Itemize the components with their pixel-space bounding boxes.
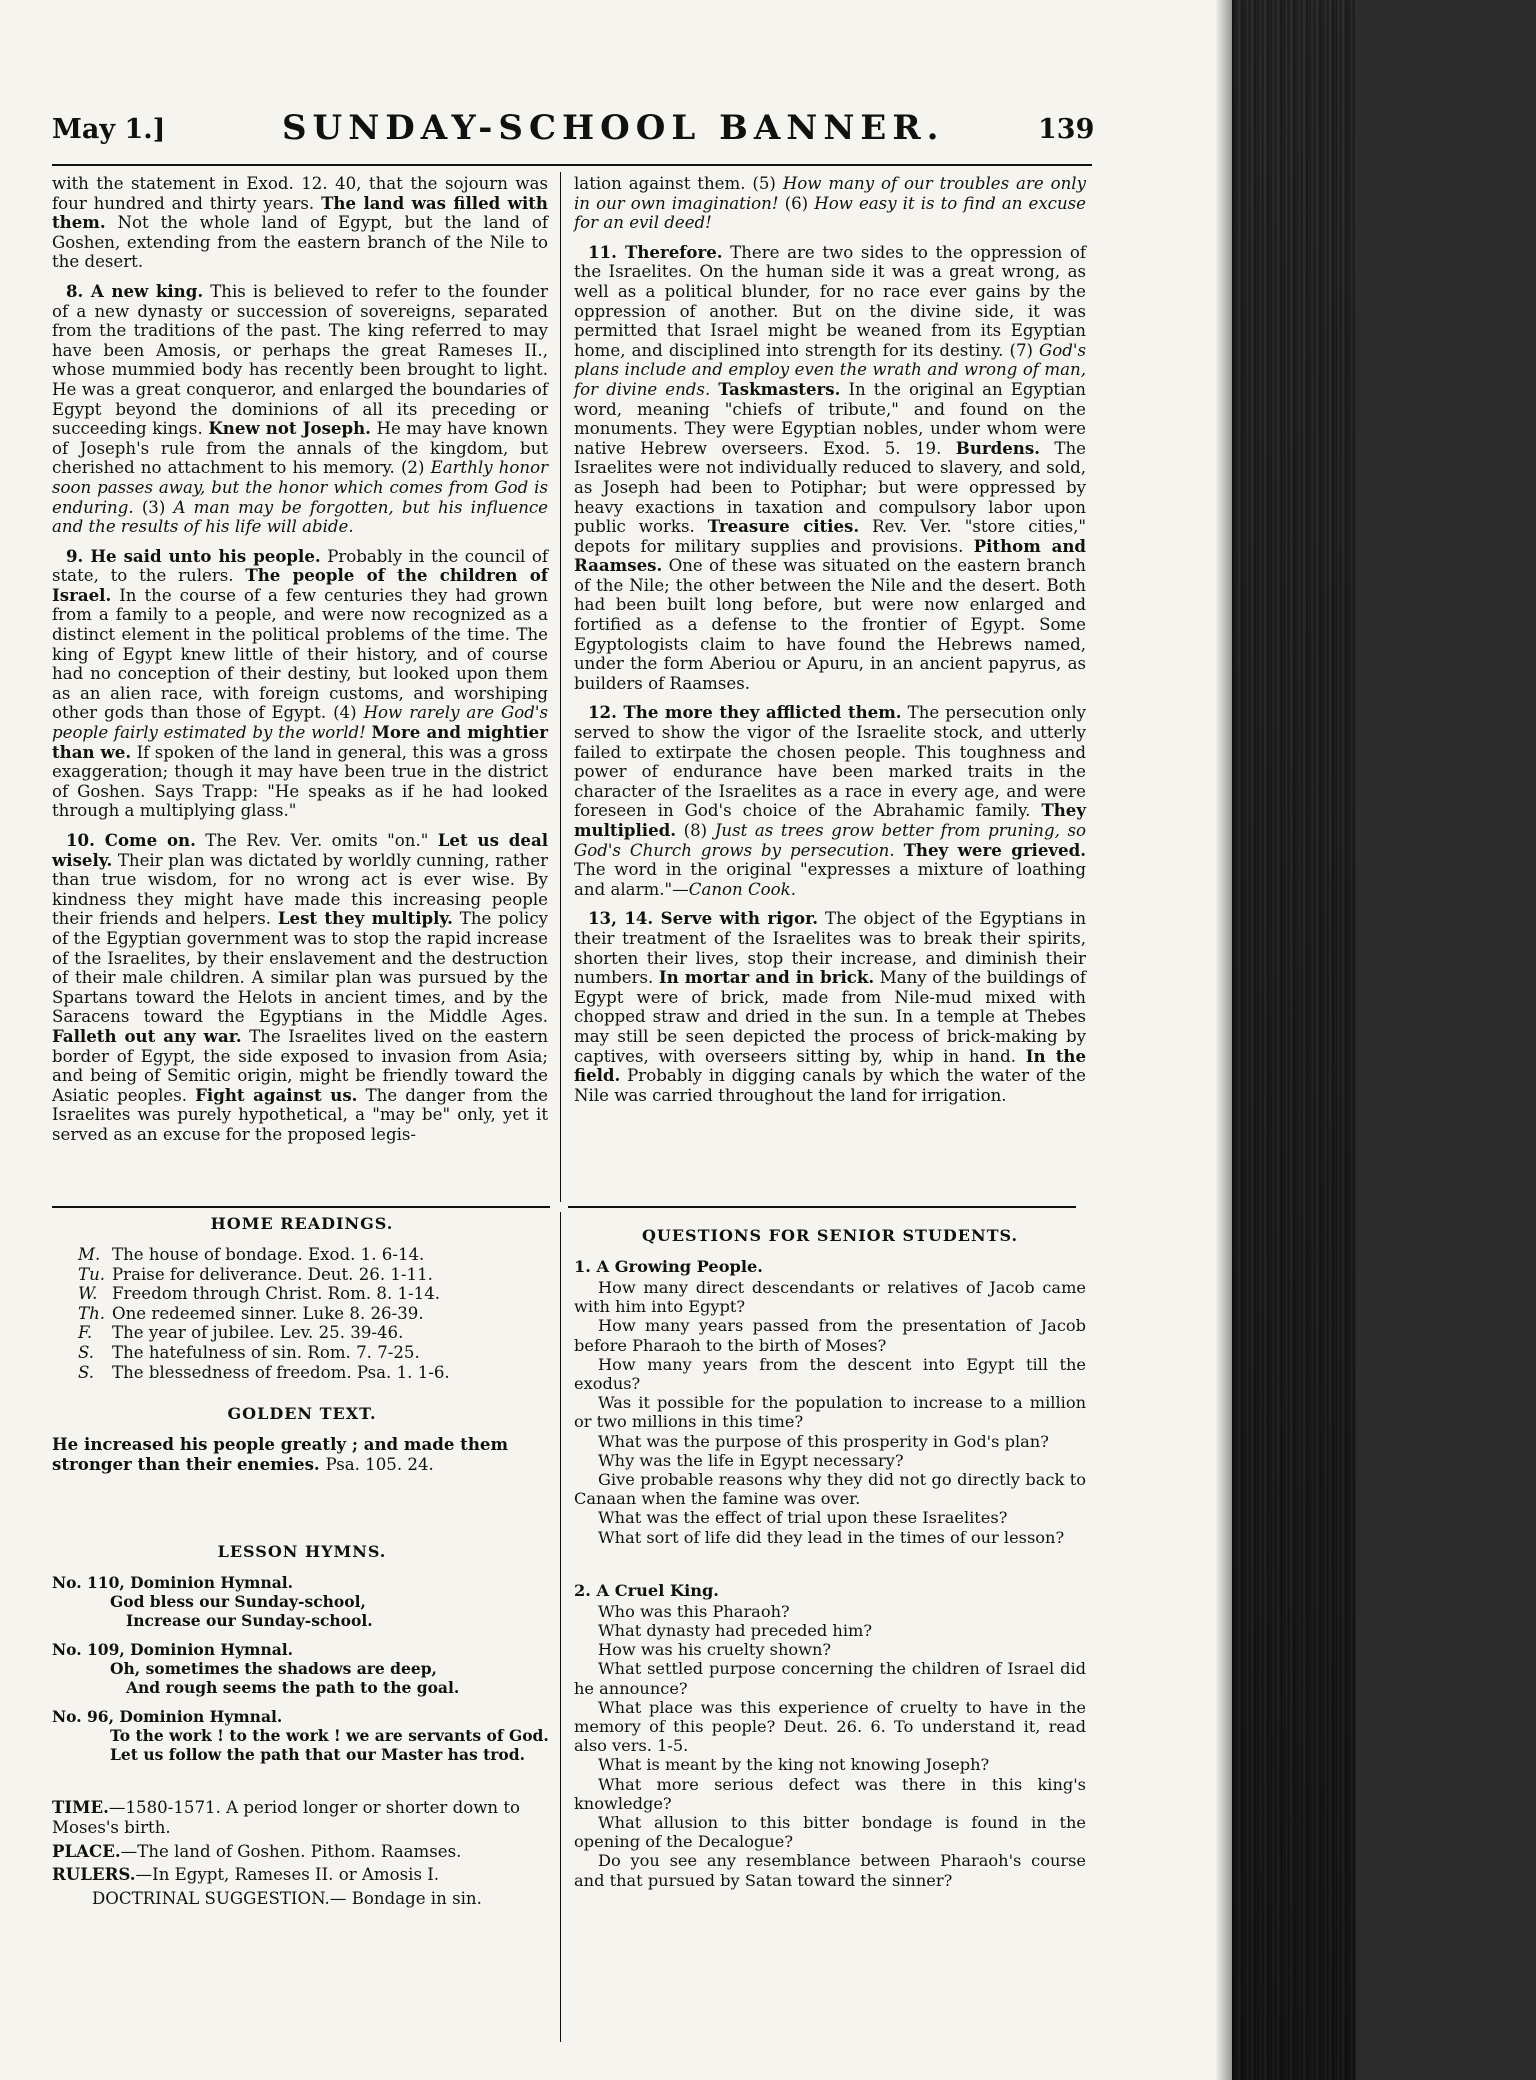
question-item: What was the effect of trial upon these Israelites?	[598, 1508, 1008, 1528]
reading-text: Freedom through Christ. Rom. 8. 1-14.	[112, 1284, 441, 1304]
reading-day: Th.	[78, 1303, 106, 1323]
header-rule	[52, 164, 1092, 166]
reading-item	[78, 1265, 552, 1285]
reading-item	[78, 1323, 552, 1343]
header-title: SUNDAY-SCHOOL BANNER.	[282, 108, 945, 148]
question-item: What is meant by the king not knowing Joseph?	[598, 1755, 990, 1775]
question-item: What allusion to this bitter bondage is found in the opening of the Decalogue?	[574, 1813, 1086, 1852]
section-rule-right	[568, 1206, 1076, 1208]
question-item: How many years from the descent into Egypt till the exodus?	[574, 1354, 1086, 1394]
reading-day: F.	[78, 1323, 93, 1343]
left-commentary-column	[52, 174, 548, 1155]
question-item: Why was the life in Egypt necessary?	[598, 1450, 904, 1470]
question-group-heading: 2. A Cruel King.	[574, 1580, 719, 1600]
question-item: What place was this experience of cruelty to have in the memory of this people? Deut. 26. 6. To understand it, read also vers. 1-5.	[574, 1697, 1086, 1756]
hymn-line: Let us follow the path that our Master has trod.	[110, 1745, 526, 1765]
column-divider	[560, 172, 561, 1202]
question-item: How was his cruelty shown?	[598, 1640, 832, 1660]
question-item: Do you see any resemblance between Pharaoh's course and that pursued by Satan toward the sinner?	[574, 1851, 1086, 1890]
question-item: Give probable reasons why they did not go directly back to Canaan when the famine was over.	[574, 1470, 1086, 1509]
question-item: What sort of life did they lead in the times of our lesson?	[598, 1527, 1065, 1547]
reading-text: One redeemed sinner. Luke 8. 26-39.	[112, 1303, 424, 1323]
lesson-info	[52, 1798, 552, 1908]
golden-text-title: GOLDEN TEXT.	[227, 1404, 377, 1424]
home-readings-list	[78, 1245, 552, 1382]
question-item: What was the purpose of this prosperity in God's plan?	[598, 1431, 1049, 1451]
lesson-sidebar	[52, 1214, 552, 1912]
reading-text: The hatefulness of sin. Rom. 7. 7-25.	[112, 1342, 420, 1362]
hymn-110: No. 110, Dominion Hymnal.	[52, 1573, 294, 1593]
reading-item	[78, 1245, 552, 1265]
question-group-2	[574, 1602, 1086, 1890]
header-date: May 1.]	[52, 114, 166, 145]
reading-text: The house of bondage. Exod. 1. 6-14.	[112, 1245, 425, 1264]
reading-day: S.	[78, 1362, 95, 1382]
lesson-place: PLACE.—The land of Goshen. Pithom. Raamses.	[52, 1840, 462, 1861]
hymn-line: God bless our Sunday-school,	[110, 1592, 366, 1612]
hymn-line: Oh, sometimes the shadows are deep,	[110, 1659, 437, 1679]
question-item: Was it possible for the population to increase to a million or two millions in this time?	[574, 1393, 1086, 1432]
questions-section	[574, 1226, 1086, 1890]
question-item: Who was this Pharaoh?	[598, 1601, 790, 1621]
reading-text: The year of jubilee. Lev. 25. 39-46.	[112, 1323, 404, 1343]
golden-text: He increased his people greatly ; and made them stronger than their enemies. Psa. 105. 24.	[52, 1434, 509, 1474]
reading-day: Tu.	[78, 1264, 106, 1284]
question-item: How many years passed from the presentation of Jacob before Pharaoh to the birth of Moses?	[574, 1316, 1086, 1355]
page-shadow	[1215, 0, 1235, 2080]
doctrinal-suggestion: DOCTRINAL SUGGESTION.— Bondage in sin.	[92, 1888, 482, 1908]
question-item: What settled purpose concerning the children of Israel did he announce?	[574, 1659, 1086, 1698]
question-item: How many direct descendants or relatives of Jacob came with him into Egypt?	[574, 1278, 1086, 1317]
reading-item	[78, 1343, 552, 1363]
hymn-96: No. 96, Dominion Hymnal.	[52, 1707, 283, 1727]
reading-day: S.	[78, 1342, 95, 1362]
reading-text: The blessedness of freedom. Psa. 1. 1-6.	[112, 1362, 450, 1382]
lesson-rulers: RULERS.—In Egypt, Rameses II. or Amosis I.	[52, 1864, 440, 1885]
hymn-line: To the work ! to the work ! we are servants of God.	[110, 1726, 549, 1746]
paragraph-verse-8: 8. A new king. This is believed to refer to the founder of a new dynasty or succession of sovereigns, separated from the traditions of the past. The king referred to may have been Amosis, or perhaps the great Rameses II., whose mummied body has recently been brought to light. He was a great conqueror, and enlarged the boundaries of Egypt beyond the dominions of all its preceding or succeeding kings. Knew not Joseph. He may have known of Joseph's rule from the annals of the kingdom, but cherished no attachment to his memory. (2) Earthly honor soon passes away, but the honor which comes from God is enduring. (3) A man may be forgotten, but his influence and the results of his life will abide.	[52, 280, 549, 537]
paragraph-verse-9: 9. He said unto his people. Probably in the council of state, to the rulers. The people of the children of Israel. In the course of a few centuries they had grown from a family to a people, and were now recognized as a distinct element in the political problems of the time. The king of Egypt knew little of their history, and of course had no conception of their destiny, but looked upon them as an alien race, with foreign customs, and worshiping other gods than those of Egypt. (4) How rarely are God's people fairly estimated by the world! More and mightier than we. If spoken of the land in general, this was a gross exaggeration; though it may have been true in the district of Goshen. Says Trapp: "He speaks as if he had looked through a multiplying glass."	[52, 545, 549, 821]
paragraph-continued: lation against them. (5) How many of our troubles are only in our own imagination! (6) How easy it is to find an excuse for an evil deed!	[574, 174, 1086, 233]
hymn-109: No. 109, Dominion Hymnal.	[52, 1640, 294, 1660]
question-group-1	[574, 1278, 1086, 1547]
paragraph-intro: with the statement in Exod. 12. 40, that the sojourn was four hundred and thirty years. The land was filled with them. Not the whole land of Egypt, but the land of Goshen, extending from the eastern branch of the Nile to the desert.	[52, 174, 548, 272]
hymn-line: Increase our Sunday-school.	[126, 1611, 373, 1631]
running-header	[52, 108, 1095, 156]
paragraph-verse-13-14: 13, 14. Serve with rigor. The object of the Egyptians in their treatment of the Israelites was to break their spirits, shorten their lives, stop their increase, and diminish their numbers. In mortar and in brick. Many of the buildings of Egypt were of brick, made from Nile-mud mixed with chopped straw and dried in the sun. In a temple at Thebes may still be seen depicted the process of brick-making by captives, with overseers sitting by, whip in hand. In the field. Probably in digging canals by which the water of the Nile was carried throughout the land for irrigation.	[574, 908, 1087, 1105]
background	[1356, 0, 1536, 2080]
questions-title: QUESTIONS FOR SENIOR STUDENTS.	[641, 1226, 1019, 1245]
lesson-hymns-title: LESSON HYMNS.	[217, 1542, 387, 1562]
question-item: What dynasty had preceded him?	[598, 1621, 873, 1641]
hymn-line: And rough seems the path to the goal.	[126, 1678, 460, 1698]
reading-day: W.	[78, 1284, 98, 1304]
lesson-time: TIME.—1580-1571. A period longer or shorter down to Moses's birth.	[52, 1797, 521, 1837]
reading-day: M.	[78, 1245, 101, 1264]
reading-item	[78, 1304, 552, 1324]
lower-column-divider	[560, 1212, 561, 2042]
page-number: 139	[1038, 114, 1095, 145]
paragraph-verse-12: 12. The more they afflicted them. The persecution only served to show the vigor of the Israelite stock, and utterly failed to extirpate the chosen people. This toughness and power of endurance have been marked traits in the character of the Israelites as a race in every age, and were foreseen in God's choice of the Abrahamic family. They multiplied. (8) Just as trees grow better from pruning, so God's Church grows by persecution. They were grieved. The word in the original "expresses a mixture of loathing and alarm."—Canon Cook.	[574, 702, 1086, 899]
question-group-heading: 1. A Growing People.	[574, 1257, 763, 1276]
reading-item	[78, 1363, 552, 1383]
right-commentary-column	[574, 174, 1086, 1115]
section-rule-left	[52, 1206, 550, 1208]
reading-text: Praise for deliverance. Deut. 26. 1-11.	[112, 1264, 433, 1284]
paragraph-verse-10: 10. Come on. The Rev. Ver. omits "on." Let us deal wisely. Their plan was dictated by worldly cunning, rather than true wisdom, for no wrong act is ever wise. By kindness they might have made this increasing people their friends and helpers. Lest they multiply. The policy of the Egyptian government was to stop the rapid increase of the Israelites, by their enslavement and the destruction of their male children. A similar plan was pursued by the Spartans toward the Helots in ancient times, and by the Saracens toward the Egyptians in the Middle Ages. Falleth out any war. The Israelites lived on the eastern border of Egypt, the side exposed to invasion from Asia; and being of Semitic origin, might be friendly toward the Asiatic peoples. Fight against us. The danger from the Israelites was purely hypothetical, a "may be" only, yet it served as an excuse for the proposed legis-	[52, 830, 549, 1144]
paragraph-verse-11: 11. Therefore. There are two sides to the oppression of the Israelites. On the human side it was a great wrong, as well as a political blunder, for no race ever gains by the oppression of another. But on the divine side, it was permitted that Israel might be weaned from its Egyptian home, and disciplined into strength for its destiny. (7) God's plans include and employ even the wrath and wrong of man, for divine ends. Taskmasters. In the original an Egyptian word, meaning "chiefs of tribute," and found on the monuments. They were Egyptian nobles, under whom were native Hebrew overseers. Exod. 5. 19. Burdens. The Israelites were not individually reduced to slavery, and sold, as Joseph had been to Potiphar; but were oppressed by heavy exactions in taxation and compulsory labor upon public works. Treasure cities. Rev. Ver. "store cities," depots for military supplies and provisions. Pithom and Raamses. One of these was situated on the eastern branch of the Nile; the other between the Nile and the desert. Both had been built long before, but were now enlarged and fortified as a defense to the frontier of Egypt. Some Egyptologists claim to have found the Hebrews named, under the form Aberiou or Apuru, in an ancient papyrus, as builders of Raamses.	[574, 241, 1087, 693]
home-readings-title: HOME READINGS.	[210, 1214, 394, 1233]
question-item: What more serious defect was there in this king's knowledge?	[574, 1774, 1086, 1813]
reading-item	[78, 1284, 552, 1304]
